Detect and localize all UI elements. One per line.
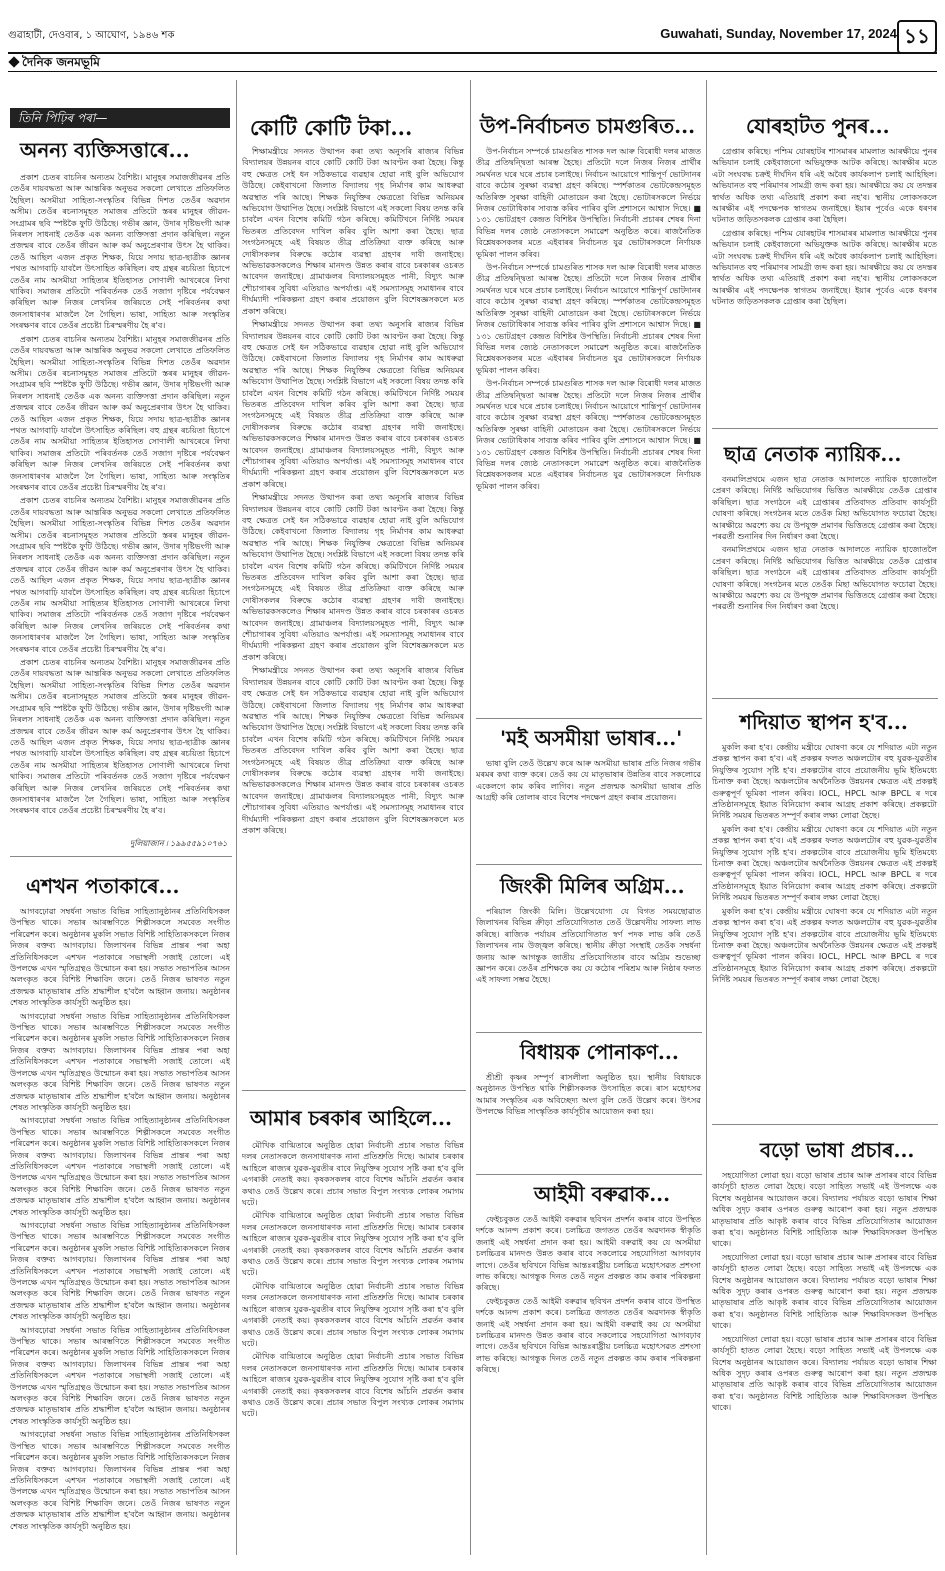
- header-date-assamese: গুৱাহাটী, দেওবাৰ, ১ আঘোণ, ১৯৪৬ শক: [8, 30, 175, 41]
- article-body: শ্ৰীশ্ৰী কৃষ্ণৰ সম্পূৰ্ণ ৰাসলীলা অনুষ্ঠিত হয়। স্থানীয় বিধায়কে অনুষ্ঠানত উপস্থিত থাকি শিল্পীসকলক উৎসাহিত কৰে। ৰাস মহোৎসৱ আমাৰ সংস্কৃতিৰ এক অবিচ্ছেদ্য অংগ বুলি তেওঁ উল্লেখ কৰে। উৎসৱ উপলক্ষে বিভিন্ন সাংস্কৃতিক কাৰ্যসূচীৰ আয়োজন কৰা হয়।: [476, 1073, 701, 1117]
- column-divider: [470, 80, 471, 1555]
- article-divider: [476, 718, 702, 719]
- article-divider: [10, 856, 232, 857]
- article-divider: [712, 1124, 938, 1125]
- header-rule-2: [8, 71, 937, 72]
- page-number: ১১: [897, 20, 937, 54]
- article-body: শিক্ষামন্ত্ৰীয়ে সদনত উত্থাপন কৰা তথ্য অনুসৰি ৰাজ্যৰ বিভিন্ন বিদ্যালয়ৰ উন্নয়নৰ বাবে কোটি কোটি টকা আবণ্টন কৰা হৈছে। কিন্তু বহু ক্ষেত্ৰত সেই ধন সঠিকভাৱে ব্যৱহাৰ হোৱা নাই বুলি অভিযোগ উঠিছে। কেইবাখনো জিলাত বিদ্যালয় গৃহ নিৰ্মাণৰ কাম আধৰুৱা অৱস্থাত পৰি আছে। শিক্ষক নিযুক্তিৰ ক্ষেত্ৰতো বিভিন্ন অনিয়মৰ অভিযোগ উত্থাপিত হৈছে। সংশ্লিষ্ট বিভাগে এই সকলো বিষয় তদন্ত কৰি চাবলৈ এখন বিশেষ কমিটি গঠন কৰিছে। কমিটিখনে নিৰ্দিষ্ট সময়ৰ ভিতৰত প্ৰতিবেদন দাখিল কৰিব বুলি আশা কৰা হৈছে। ছাত্ৰ সংগঠনসমূহে এই বিষয়ত তীব্ৰ প্ৰতিক্ৰিয়া ব্যক্ত কৰিছে আৰু দোষীসকলৰ বিৰুদ্ধে কঠোৰ ব্যৱস্থা গ্ৰহণৰ দাবী জনাইছে। অভিভাৱকসকলেও শিক্ষাৰ মানদণ্ড উন্নত কৰাৰ বাবে চৰকাৰৰ ওচৰত আবেদন জনাইছে। গ্ৰামাঞ্চলৰ বিদ্যালয়সমূহত পানী, বিদ্যুৎ আৰু শৌচাগাৰৰ সুবিধা এতিয়াও অপৰ্যাপ্ত। এই সমস্যাসমূহ সমাধানৰ বাবে দীৰ্ঘম্যাদী পৰিকল্পনা গ্ৰহণ কৰাৰ প্ৰয়োজন বুলি বিশেষজ্ঞসকলে মত প্ৰকাশ কৰিছে। শিক্ষামন্ত্ৰীয়ে সদনত উত্থাপন কৰা তথ্য অনুসৰি ৰাজ্যৰ বিভিন্ন বিদ্যালয়ৰ উন্নয়নৰ বাবে কোটি কোটি টকা আবণ্টন কৰা হৈছে। কিন্তু বহু ক্ষেত্ৰত সেই ধন সঠিকভাৱে ব্যৱহাৰ হোৱা নাই বুলি অভিযোগ উঠিছে। কেইবাখনো জিলাত বিদ্যালয় গৃহ নিৰ্মাণৰ কাম আধৰুৱা অৱস্থাত পৰি আছে। শিক্ষক নিযুক্তিৰ ক্ষেত্ৰতো বিভিন্ন অনিয়মৰ অভিযোগ উত্থাপিত হৈছে। সংশ্লিষ্ট বিভাগে এই সকলো বিষয় তদন্ত কৰি চাবলৈ এখন বিশেষ কমিটি গঠন কৰিছে। কমিটিখনে নিৰ্দিষ্ট সময়ৰ ভিতৰত প্ৰতিবেদন দাখিল কৰিব বুলি আশা কৰা হৈছে। ছাত্ৰ সংগঠনসমূহে এই বিষয়ত তীব্ৰ প্ৰতিক্ৰিয়া ব্যক্ত কৰিছে আৰু দোষীসকলৰ বিৰুদ্ধে কঠোৰ ব্যৱস্থা গ্ৰহণৰ দাবী জনাইছে। অভিভাৱকসকলেও শিক্ষাৰ মানদণ্ড উন্নত কৰাৰ বাবে চৰকাৰৰ ওচৰত আবেদন জনাইছে। গ্ৰামাঞ্চলৰ বিদ্যালয়সমূহত পানী, বিদ্যুৎ আৰু শৌচাগাৰৰ সুবিধা এতিয়াও অপৰ্যাপ্ত। এই সমস্যাসমূহ সমাধানৰ বাবে দীৰ্ঘম্যাদী পৰিকল্পনা গ্ৰহণ কৰাৰ প্ৰয়োজন বুলি বিশেষজ্ঞসকলে মত প্ৰকাশ কৰিছে। শিক্ষামন্ত্ৰীয়ে সদনত উত্থাপন কৰা তথ্য অনুসৰি ৰাজ্যৰ বিভিন্ন বিদ্যালয়ৰ উন্নয়নৰ বাবে কোটি কোটি টকা আবণ্টন কৰা হৈছে। কিন্তু বহু ক্ষেত্ৰত সেই ধন সঠিকভাৱে ব্যৱহাৰ হোৱা নাই বুলি অভিযোগ উঠিছে। কেইবাখনো জিলাত বিদ্যালয় গৃহ নিৰ্মাণৰ কাম আধৰুৱা অৱস্থাত পৰি আছে। শিক্ষক নিযুক্তিৰ ক্ষেত্ৰতো বিভিন্ন অনিয়মৰ অভিযোগ উত্থাপিত হৈছে। সংশ্লিষ্ট বিভাগে এই সকলো বিষয় তদন্ত কৰি চাবলৈ এখন বিশেষ কমিটি গঠন কৰিছে। কমিটিখনে নিৰ্দিষ্ট সময়ৰ ভিতৰত প্ৰতিবেদন দাখিল কৰিব বুলি আশা কৰা হৈছে। ছাত্ৰ সংগঠনসমূহে এই বিষয়ত তীব্ৰ প্ৰতিক্ৰিয়া ব্যক্ত কৰিছে আৰু দোষীসকলৰ বিৰুদ্ধে কঠোৰ ব্যৱস্থা গ্ৰহণৰ দাবী জনাইছে। অভিভাৱকসকলেও শিক্ষাৰ মানদণ্ড উন্নত কৰাৰ বাবে চৰকাৰৰ ওচৰত আবেদন জনাইছে। গ্ৰামাঞ্চলৰ বিদ্যালয়সমূহত পানী, বিদ্যুৎ আৰু শৌচাগাৰৰ সুবিধা এতিয়াও অপৰ্যাপ্ত। এই সমস্যাসমূহ সমাধানৰ বাবে দীৰ্ঘম্যাদী পৰিকল্পনা গ্ৰহণ কৰাৰ প্ৰয়োজন বুলি বিশেষজ্ঞসকলে মত প্ৰকাশ কৰিছে। শিক্ষামন্ত্ৰীয়ে সদনত উত্থাপন কৰা তথ্য অনুসৰি ৰাজ্যৰ বিভিন্ন বিদ্যালয়ৰ উন্নয়নৰ বাবে কোটি কোটি টকা আবণ্টন কৰা হৈছে। কিন্তু বহু ক্ষেত্ৰত সেই ধন সঠিকভাৱে ব্যৱহাৰ হোৱা নাই বুলি অভিযোগ উঠিছে। কেইবাখনো জিলাত বিদ্যালয় গৃহ নিৰ্মাণৰ কাম আধৰুৱা অৱস্থাত পৰি আছে। শিক্ষক নিযুক্তিৰ ক্ষেত্ৰতো বিভিন্ন অনিয়মৰ অভিযোগ উত্থাপিত হৈছে। সংশ্লিষ্ট বিভাগে এই সকলো বিষয় তদন্ত কৰি চাবলৈ এখন বিশেষ কমিটি গঠন কৰিছে। কমিটিখনে নিৰ্দিষ্ট সময়ৰ ভিতৰত প্ৰতিবেদন দাখিল কৰিব বুলি আশা কৰা হৈছে। ছাত্ৰ সংগঠনসমূহে এই বিষয়ত তীব্ৰ প্ৰতিক্ৰিয়া ব্যক্ত কৰিছে আৰু দোষীসকলৰ বিৰুদ্ধে কঠোৰ ব্যৱস্থা গ্ৰহণৰ দাবী জনাইছে। অভিভাৱকসকলেও শিক্ষাৰ মানদণ্ড উন্নত কৰাৰ বাবে চৰকাৰৰ ওচৰত আবেদন জনাইছে। গ্ৰামাঞ্চলৰ বিদ্যালয়সমূহত পানী, বিদ্যুৎ আৰু শৌচাগাৰৰ সুবিধা এতিয়াও অপৰ্যাপ্ত। এই সমস্যাসমূহ সমাধানৰ বাবে দীৰ্ঘম্যাদী পৰিকল্পনা গ্ৰহণ কৰাৰ প্ৰয়োজন বুলি বিশেষজ্ঞসকলে মত প্ৰকাশ কৰিছে।: [242, 147, 464, 835]
- column-divider: [706, 80, 707, 1555]
- headline: অনন্য ব্যক্তিসত্তাৰে...: [20, 138, 190, 162]
- article-body: মৌখিক বাগ্মিতাৰে অনুষ্ঠিত হোৱা নিৰ্বাচনী প্ৰচাৰ সভাত বিভিন্ন দলৰ নেতাসকলে জনসাধাৰণক নানা প্ৰতিশ্ৰুতি দিছে। আমাৰ চৰকাৰ আহিলে ৰাজ্যৰ যুৱক-যুৱতীৰ বাবে নিযুক্তিৰ সুযোগ সৃষ্টি কৰা হ'ব বুলি এগৰাকী নেতাই কয়। কৃষকসকলৰ বাবে বিশেষ আঁচনি প্ৰৱৰ্তন কৰাৰ কথাও তেওঁ উল্লেখ কৰে। প্ৰচাৰ সভাত বিপুল সংখ্যক লোকৰ সমাগম ঘটে। মৌখিক বাগ্মিতাৰে অনুষ্ঠিত হোৱা নিৰ্বাচনী প্ৰচাৰ সভাত বিভিন্ন দলৰ নেতাসকলে জনসাধাৰণক নানা প্ৰতিশ্ৰুতি দিছে। আমাৰ চৰকাৰ আহিলে ৰাজ্যৰ যুৱক-যুৱতীৰ বাবে নিযুক্তিৰ সুযোগ সৃষ্টি কৰা হ'ব বুলি এগৰাকী নেতাই কয়। কৃষকসকলৰ বাবে বিশেষ আঁচনি প্ৰৱৰ্তন কৰাৰ কথাও তেওঁ উল্লেখ কৰে। প্ৰচাৰ সভাত বিপুল সংখ্যক লোকৰ সমাগম ঘটে। মৌখিক বাগ্মিতাৰে অনুষ্ঠিত হোৱা নিৰ্বাচনী প্ৰচাৰ সভাত বিভিন্ন দলৰ নেতাসকলে জনসাধাৰণক নানা প্ৰতিশ্ৰুতি দিছে। আমাৰ চৰকাৰ আহিলে ৰাজ্যৰ যুৱক-যুৱতীৰ বাবে নিযুক্তিৰ সুযোগ সৃষ্টি কৰা হ'ব বুলি এগৰাকী নেতাই কয়। কৃষকসকলৰ বাবে বিশেষ আঁচনি প্ৰৱৰ্তন কৰাৰ কথাও তেওঁ উল্লেখ কৰে। প্ৰচাৰ সভাত বিপুল সংখ্যক লোকৰ সমাগম ঘটে। মৌখিক বাগ্মিতাৰে অনুষ্ঠিত হোৱা নিৰ্বাচনী প্ৰচাৰ সভাত বিভিন্ন দলৰ নেতাসকলে জনসাধাৰণক নানা প্ৰতিশ্ৰুতি দিছে। আমাৰ চৰকাৰ আহিলে ৰাজ্যৰ যুৱক-যুৱতীৰ বাবে নিযুক্তিৰ সুযোগ সৃষ্টি কৰা হ'ব বুলি এগৰাকী নেতাই কয়। কৃষকসকলৰ বাবে বিশেষ আঁচনি প্ৰৱৰ্তন কৰাৰ কথাও তেওঁ উল্লেখ কৰে। প্ৰচাৰ সভাত বিপুল সংখ্যক লোকৰ সমাগম ঘটে।: [242, 1141, 464, 1419]
- headline: বড়ো ভাষা প্ৰচাৰ...: [760, 1138, 915, 1162]
- dateline: দুলিয়াজান ৷ ১৯৯৫৫৯১০৭৬১: [130, 839, 228, 848]
- article-divider: [476, 1032, 702, 1033]
- article-body: আগবঢ়োৱা সম্বৰ্ধনা সভাত বিভিন্ন সাহিত্যানুষ্ঠানৰ প্ৰতিনিধিসকল উপস্থিত থাকে। সভাৰ আৰম্ভণিতে শিল্পীসকলে সমবেত সংগীত পৰিৱেশন কৰে। অনুষ্ঠানৰ মুকলি সভাত বিশিষ্ট সাহিত্যিকসকলে নিজৰ নিজৰ বক্তব্য আগবঢ়ায়। জিলাখনৰ বিভিন্ন প্ৰান্তৰ পৰা অহা প্ৰতিনিধিসকলে এশখন পতাকাৰে সভাস্থলী সজাই তোলে। এই উপলক্ষে এখন স্মৃতিগ্ৰন্থও উন্মোচন কৰা হয়। সভাত সভাপতিৰ আসন অলংকৃত কৰে বিশিষ্ট শিক্ষাবিদ জনে। তেওঁ নিজৰ ভাষণত নতুন প্ৰজন্মক মাতৃভাষাৰ প্ৰতি শ্ৰদ্ধাশীল হ'বলৈ আহ্বান জনায়। অনুষ্ঠানৰ শেষত সাংস্কৃতিক কাৰ্যসূচী অনুষ্ঠিত হয়। আগবঢ়োৱা সম্বৰ্ধনা সভাত বিভিন্ন সাহিত্যানুষ্ঠানৰ প্ৰতিনিধিসকল উপস্থিত থাকে। সভাৰ আৰম্ভণিতে শিল্পীসকলে সমবেত সংগীত পৰিৱেশন কৰে। অনুষ্ঠানৰ মুকলি সভাত বিশিষ্ট সাহিত্যিকসকলে নিজৰ নিজৰ বক্তব্য আগবঢ়ায়। জিলাখনৰ বিভিন্ন প্ৰান্তৰ পৰা অহা প্ৰতিনিধিসকলে এশখন পতাকাৰে সভাস্থলী সজাই তোলে। এই উপলক্ষে এখন স্মৃতিগ্ৰন্থও উন্মোচন কৰা হয়। সভাত সভাপতিৰ আসন অলংকৃত কৰে বিশিষ্ট শিক্ষাবিদ জনে। তেওঁ নিজৰ ভাষণত নতুন প্ৰজন্মক মাতৃভাষাৰ প্ৰতি শ্ৰদ্ধাশীল হ'বলৈ আহ্বান জনায়। অনুষ্ঠানৰ শেষত সাংস্কৃতিক কাৰ্যসূচী অনুষ্ঠিত হয়। আগবঢ়োৱা সম্বৰ্ধনা সভাত বিভিন্ন সাহিত্যানুষ্ঠানৰ প্ৰতিনিধিসকল উপস্থিত থাকে। সভাৰ আৰম্ভণিতে শিল্পীসকলে সমবেত সংগীত পৰিৱেশন কৰে। অনুষ্ঠানৰ মুকলি সভাত বিশিষ্ট সাহিত্যিকসকলে নিজৰ নিজৰ বক্তব্য আগবঢ়ায়। জিলাখনৰ বিভিন্ন প্ৰান্তৰ পৰা অহা প্ৰতিনিধিসকলে এশখন পতাকাৰে সভাস্থলী সজাই তোলে। এই উপলক্ষে এখন স্মৃতিগ্ৰন্থও উন্মোচন কৰা হয়। সভাত সভাপতিৰ আসন অলংকৃত কৰে বিশিষ্ট শিক্ষাবিদ জনে। তেওঁ নিজৰ ভাষণত নতুন প্ৰজন্মক মাতৃভাষাৰ প্ৰতি শ্ৰদ্ধাশীল হ'বলৈ আহ্বান জনায়। অনুষ্ঠানৰ শেষত সাংস্কৃতিক কাৰ্যসূচী অনুষ্ঠিত হয়। আগবঢ়োৱা সম্বৰ্ধনা সভাত বিভিন্ন সাহিত্যানুষ্ঠানৰ প্ৰতিনিধিসকল উপস্থিত থাকে। সভাৰ আৰম্ভণিতে শিল্পীসকলে সমবেত সংগীত পৰিৱেশন কৰে। অনুষ্ঠানৰ মুকলি সভাত বিশিষ্ট সাহিত্যিকসকলে নিজৰ নিজৰ বক্তব্য আগবঢ়ায়। জিলাখনৰ বিভিন্ন প্ৰান্তৰ পৰা অহা প্ৰতিনিধিসকলে এশখন পতাকাৰে সভাস্থলী সজাই তোলে। এই উপলক্ষে এখন স্মৃতিগ্ৰন্থও উন্মোচন কৰা হয়। সভাত সভাপতিৰ আসন অলংকৃত কৰে বিশিষ্ট শিক্ষাবিদ জনে। তেওঁ নিজৰ ভাষণত নতুন প্ৰজন্মক মাতৃভাষাৰ প্ৰতি শ্ৰদ্ধাশীল হ'বলৈ আহ্বান জনায়। অনুষ্ঠানৰ শেষত সাংস্কৃতিক কাৰ্যসূচী অনুষ্ঠিত হয়। আগবঢ়োৱা সম্বৰ্ধনা সভাত বিভিন্ন সাহিত্যানুষ্ঠানৰ প্ৰতিনিধিসকল উপস্থিত থাকে। সভাৰ আৰম্ভণিতে শিল্পীসকলে সমবেত সংগীত পৰিৱেশন কৰে। অনুষ্ঠানৰ মুকলি সভাত বিশিষ্ট সাহিত্যিকসকলে নিজৰ নিজৰ বক্তব্য আগবঢ়ায়। জিলাখনৰ বিভিন্ন প্ৰান্তৰ পৰা অহা প্ৰতিনিধিসকলে এশখন পতাকাৰে সভাস্থলী সজাই তোলে। এই উপলক্ষে এখন স্মৃতিগ্ৰন্থও উন্মোচন কৰা হয়। সভাত সভাপতিৰ আসন অলংকৃত কৰে বিশিষ্ট শিক্ষাবিদ জনে। তেওঁ নিজৰ ভাষণত নতুন প্ৰজন্মক মাতৃভাষাৰ প্ৰতি শ্ৰদ্ধাশীল হ'বলৈ আহ্বান জনায়। অনুষ্ঠানৰ শেষত সাংস্কৃতিক কাৰ্যসূচী অনুষ্ঠিত হয়। আগবঢ়োৱা সম্বৰ্ধনা সভাত বিভিন্ন সাহিত্যানুষ্ঠানৰ প্ৰতিনিধিসকল উপস্থিত থাকে। সভাৰ আৰম্ভণিতে শিল্পীসকলে সমবেত সংগীত পৰিৱেশন কৰে। অনুষ্ঠানৰ মুকলি সভাত বিশিষ্ট সাহিত্যিকসকলে নিজৰ নিজৰ বক্তব্য আগবঢ়ায়। জিলাখনৰ বিভিন্ন প্ৰান্তৰ পৰা অহা প্ৰতিনিধিসকলে এশখন পতাকাৰে সভাস্থলী সজাই তোলে। এই উপলক্ষে এখন স্মৃতিগ্ৰন্থও উন্মোচন কৰা হয়। সভাত সভাপতিৰ আসন অলংকৃত কৰে বিশিষ্ট শিক্ষাবিদ জনে। তেওঁ নিজৰ ভাষণত নতুন প্ৰজন্মক মাতৃভাষাৰ প্ৰতি শ্ৰদ্ধাশীল হ'বলৈ আহ্বান জনায়। অনুষ্ঠানৰ শেষত সাংস্কৃতিক কাৰ্যসূচী অনুষ্ঠিত হয়।: [10, 907, 230, 1531]
- headline: শদিয়াত স্থাপন হ'ব...: [740, 710, 908, 734]
- headline: যোৰহাটত পুনৰ...: [746, 114, 890, 138]
- article-body: প্ৰকাশ চেতৰ বাচনিৰ অন্যতম বৈশিষ্ট্য। মানুহৰ সমাজজীৱনৰ প্ৰতি তেওঁৰ দায়বদ্ধতা আৰু আন্তৰিক অনুভৱ সকলো লেখাতে প্ৰতিফলিত হৈছিল। অসমীয়া সাহিত্য-সংস্কৃতিৰ বিভিন্ন দিশত তেওঁৰ অৱদান অসীম। তেওঁৰ ৰচনাসমূহত সমাজৰ প্ৰতিটো স্তৰৰ মানুহৰ জীৱন-সংগ্ৰামৰ ছবি স্পষ্টকৈ ফুটি উঠিছে। গভীৰ জ্ঞান, উদাৰ দৃষ্টিভংগী আৰু নিৰলস সাধনাই তেওঁক এক অনন্য ব্যক্তিসত্তা প্ৰদান কৰিছিল। নতুন প্ৰজন্মৰ বাবে তেওঁৰ জীৱন আৰু কৰ্ম অনুপ্ৰেৰণাৰ উৎস হৈ থাকিব। তেওঁ আছিল এজন প্ৰকৃত শিক্ষক, যিয়ে সদায় ছাত্ৰ-ছাত্ৰীক জ্ঞানৰ পথত আগবাঢ়ি যাবলৈ উৎসাহিত কৰিছিল। বহু গ্ৰন্থৰ ৰচয়িতা হিচাপে তেওঁৰ নাম অসমীয়া সাহিত্যৰ ইতিহাসত সোণালী আখৰেৰে লিখা থাকিব। সমাজৰ প্ৰতিটো পৰিবৰ্তনক তেওঁ সজাগ দৃষ্টিৰে পৰ্যবেক্ষণ কৰিছিল আৰু নিজৰ লেখনিৰ জৰিয়তে সেই পৰিবৰ্তনৰ কথা জনসাধাৰণৰ মাজলৈ লৈ গৈছিল। ভাষা, সাহিত্য আৰু সংস্কৃতিৰ সংৰক্ষণৰ বাবে তেওঁৰ প্ৰচেষ্টা চিৰস্মৰণীয় হৈ ৰ'ব। প্ৰকাশ চেতৰ বাচনিৰ অন্যতম বৈশিষ্ট্য। মানুহৰ সমাজজীৱনৰ প্ৰতি তেওঁৰ দায়বদ্ধতা আৰু আন্তৰিক অনুভৱ সকলো লেখাতে প্ৰতিফলিত হৈছিল। অসমীয়া সাহিত্য-সংস্কৃতিৰ বিভিন্ন দিশত তেওঁৰ অৱদান অসীম। তেওঁৰ ৰচনাসমূহত সমাজৰ প্ৰতিটো স্তৰৰ মানুহৰ জীৱন-সংগ্ৰামৰ ছবি স্পষ্টকৈ ফুটি উঠিছে। গভীৰ জ্ঞান, উদাৰ দৃষ্টিভংগী আৰু নিৰলস সাধনাই তেওঁক এক অনন্য ব্যক্তিসত্তা প্ৰদান কৰিছিল। নতুন প্ৰজন্মৰ বাবে তেওঁৰ জীৱন আৰু কৰ্ম অনুপ্ৰেৰণাৰ উৎস হৈ থাকিব। তেওঁ আছিল এজন প্ৰকৃত শিক্ষক, যিয়ে সদায় ছাত্ৰ-ছাত্ৰীক জ্ঞানৰ পথত আগবাঢ়ি যাবলৈ উৎসাহিত কৰিছিল। বহু গ্ৰন্থৰ ৰচয়িতা হিচাপে তেওঁৰ নাম অসমীয়া সাহিত্যৰ ইতিহাসত সোণালী আখৰেৰে লিখা থাকিব। সমাজৰ প্ৰতিটো পৰিবৰ্তনক তেওঁ সজাগ দৃষ্টিৰে পৰ্যবেক্ষণ কৰিছিল আৰু নিজৰ লেখনিৰ জৰিয়তে সেই পৰিবৰ্তনৰ কথা জনসাধাৰণৰ মাজলৈ লৈ গৈছিল। ভাষা, সাহিত্য আৰু সংস্কৃতিৰ সংৰক্ষণৰ বাবে তেওঁৰ প্ৰচেষ্টা চিৰস্মৰণীয় হৈ ৰ'ব। প্ৰকাশ চেতৰ বাচনিৰ অন্যতম বৈশিষ্ট্য। মানুহৰ সমাজজীৱনৰ প্ৰতি তেওঁৰ দায়বদ্ধতা আৰু আন্তৰিক অনুভৱ সকলো লেখাতে প্ৰতিফলিত হৈছিল। অসমীয়া সাহিত্য-সংস্কৃতিৰ বিভিন্ন দিশত তেওঁৰ অৱদান অসীম। তেওঁৰ ৰচনাসমূহত সমাজৰ প্ৰতিটো স্তৰৰ মানুহৰ জীৱন-সংগ্ৰামৰ ছবি স্পষ্টকৈ ফুটি উঠিছে। গভীৰ জ্ঞান, উদাৰ দৃষ্টিভংগী আৰু নিৰলস সাধনাই তেওঁক এক অনন্য ব্যক্তিসত্তা প্ৰদান কৰিছিল। নতুন প্ৰজন্মৰ বাবে তেওঁৰ জীৱন আৰু কৰ্ম অনুপ্ৰেৰণাৰ উৎস হৈ থাকিব। তেওঁ আছিল এজন প্ৰকৃত শিক্ষক, যিয়ে সদায় ছাত্ৰ-ছাত্ৰীক জ্ঞানৰ পথত আগবাঢ়ি যাবলৈ উৎসাহিত কৰিছিল। বহু গ্ৰন্থৰ ৰচয়িতা হিচাপে তেওঁৰ নাম অসমীয়া সাহিত্যৰ ইতিহাসত সোণালী আখৰেৰে লিখা থাকিব। সমাজৰ প্ৰতিটো পৰিবৰ্তনক তেওঁ সজাগ দৃষ্টিৰে পৰ্যবেক্ষণ কৰিছিল আৰু নিজৰ লেখনিৰ জৰিয়তে সেই পৰিবৰ্তনৰ কথা জনসাধাৰণৰ মাজলৈ লৈ গৈছিল। ভাষা, সাহিত্য আৰু সংস্কৃতিৰ সংৰক্ষণৰ বাবে তেওঁৰ প্ৰচেষ্টা চিৰস্মৰণীয় হৈ ৰ'ব। প্ৰকাশ চেতৰ বাচনিৰ অন্যতম বৈশিষ্ট্য। মানুহৰ সমাজজীৱনৰ প্ৰতি তেওঁৰ দায়বদ্ধতা আৰু আন্তৰিক অনুভৱ সকলো লেখাতে প্ৰতিফলিত হৈছিল। অসমীয়া সাহিত্য-সংস্কৃতিৰ বিভিন্ন দিশত তেওঁৰ অৱদান অসীম। তেওঁৰ ৰচনাসমূহত সমাজৰ প্ৰতিটো স্তৰৰ মানুহৰ জীৱন-সংগ্ৰামৰ ছবি স্পষ্টকৈ ফুটি উঠিছে। গভীৰ জ্ঞান, উদাৰ দৃষ্টিভংগী আৰু নিৰলস সাধনাই তেওঁক এক অনন্য ব্যক্তিসত্তা প্ৰদান কৰিছিল। নতুন প্ৰজন্মৰ বাবে তেওঁৰ জীৱন আৰু কৰ্ম অনুপ্ৰেৰণাৰ উৎস হৈ থাকিব। তেওঁ আছিল এজন প্ৰকৃত শিক্ষক, যিয়ে সদায় ছাত্ৰ-ছাত্ৰীক জ্ঞানৰ পথত আগবাঢ়ি যাবলৈ উৎসাহিত কৰিছিল। বহু গ্ৰন্থৰ ৰচয়িতা হিচাপে তেওঁৰ নাম অসমীয়া সাহিত্যৰ ইতিহাসত সোণালী আখৰেৰে লিখা থাকিব। সমাজৰ প্ৰতিটো পৰিবৰ্তনক তেওঁ সজাগ দৃষ্টিৰে পৰ্যবেক্ষণ কৰিছিল আৰু নিজৰ লেখনিৰ জৰিয়তে সেই পৰিবৰ্তনৰ কথা জনসাধাৰণৰ মাজলৈ লৈ গৈছিল। ভাষা, সাহিত্য আৰু সংস্কৃতিৰ সংৰক্ষণৰ বাবে তেওঁৰ প্ৰচেষ্টা চিৰস্মৰণীয় হৈ ৰ'ব।: [10, 173, 230, 816]
- headline: ছাত্ৰ নেতাক ন্যায়িক...: [724, 442, 902, 466]
- column-divider: [236, 80, 237, 1555]
- article-body: ভাষা বুলি তেওঁ উল্লেখ কৰে আৰু অসমীয়া ভাষাৰ প্ৰতি নিজৰ গভীৰ মৰমৰ কথা ব্যক্ত কৰে। তেওঁ কয় যে মাতৃভাষাৰ উন্নতিৰ বাবে সকলোৱে একেলগে কাম কৰিব লাগিব। নতুন প্ৰজন্মক অসমীয়া ভাষাৰ প্ৰতি আগ্ৰহী কৰি তোলাৰ বাবে বিশেষ পদক্ষেপ গ্ৰহণ কৰাৰ প্ৰয়োজন।: [476, 759, 701, 803]
- headline: আইমী বৰুৱাক...: [534, 1182, 671, 1206]
- article-divider: [242, 1090, 466, 1091]
- headline: কোটি কোটি টকা...: [250, 115, 413, 140]
- headline: এশখন পতাকাৰে...: [26, 874, 180, 898]
- section-tag: তিনি পিঢ়িৰ পৰা—: [10, 108, 230, 128]
- article-body: উপ-নিৰ্বাচন সম্পৰ্কে চামগুৰিত শাসক দল আৰু বিৰোধী দলৰ মাজত তীব্ৰ প্ৰতিদ্বন্দ্বিতা আৰম্ভ হৈছে। প্ৰতিটো দলে নিজৰ নিজৰ প্ৰাৰ্থীৰ সমৰ্থনত ঘৰে ঘৰে প্ৰচাৰ চলাইছে। নিৰ্বাচন আয়োগে শান্তিপূৰ্ণ ভোটদানৰ বাবে কঠোৰ সুৰক্ষা ব্যৱস্থা গ্ৰহণ কৰিছে। স্পৰ্শকাতৰ ভোটকেন্দ্ৰসমূহত অতিৰিক্ত সুৰক্ষা বাহিনী মোতায়েন কৰা হৈছে। ভোটাৰসকলে নিৰ্ভয়ে নিজৰ ভোটাধিকাৰ সাব্যস্ত কৰিব পাৰিব বুলি প্ৰশাসনে আশ্বাস দিছে। ■ ১৩১ ভোটগ্ৰহণ কেন্দ্ৰত বিশিষ্টৰ উপস্থিতি। নিৰ্বাচনী প্ৰচাৰৰ শেষৰ দিনা বিভিন্ন দলৰ জ্যেষ্ঠ নেতাসকলে সমাৱেশ অনুষ্ঠিত কৰে। ৰাজনৈতিক বিশ্লেষকসকলৰ মতে এইবাৰৰ নিৰ্বাচনত যুৱ ভোটাৰসকলে নিৰ্ণায়ক ভূমিকা পালন কৰিব। উপ-নিৰ্বাচন সম্পৰ্কে চামগুৰিত শাসক দল আৰু বিৰোধী দলৰ মাজত তীব্ৰ প্ৰতিদ্বন্দ্বিতা আৰম্ভ হৈছে। প্ৰতিটো দলে নিজৰ নিজৰ প্ৰাৰ্থীৰ সমৰ্থনত ঘৰে ঘৰে প্ৰচাৰ চলাইছে। নিৰ্বাচন আয়োগে শান্তিপূৰ্ণ ভোটদানৰ বাবে কঠোৰ সুৰক্ষা ব্যৱস্থা গ্ৰহণ কৰিছে। স্পৰ্শকাতৰ ভোটকেন্দ্ৰসমূহত অতিৰিক্ত সুৰক্ষা বাহিনী মোতায়েন কৰা হৈছে। ভোটাৰসকলে নিৰ্ভয়ে নিজৰ ভোটাধিকাৰ সাব্যস্ত কৰিব পাৰিব বুলি প্ৰশাসনে আশ্বাস দিছে। ■ ১৩১ ভোটগ্ৰহণ কেন্দ্ৰত বিশিষ্টৰ উপস্থিতি। নিৰ্বাচনী প্ৰচাৰৰ শেষৰ দিনা বিভিন্ন দলৰ জ্যেষ্ঠ নেতাসকলে সমাৱেশ অনুষ্ঠিত কৰে। ৰাজনৈতিক বিশ্লেষকসকলৰ মতে এইবাৰৰ নিৰ্বাচনত যুৱ ভোটাৰসকলে নিৰ্ণায়ক ভূমিকা পালন কৰিব। উপ-নিৰ্বাচন সম্পৰ্কে চামগুৰিত শাসক দল আৰু বিৰোধী দলৰ মাজত তীব্ৰ প্ৰতিদ্বন্দ্বিতা আৰম্ভ হৈছে। প্ৰতিটো দলে নিজৰ নিজৰ প্ৰাৰ্থীৰ সমৰ্থনত ঘৰে ঘৰে প্ৰচাৰ চলাইছে। নিৰ্বাচন আয়োগে শান্তিপূৰ্ণ ভোটদানৰ বাবে কঠোৰ সুৰক্ষা ব্যৱস্থা গ্ৰহণ কৰিছে। স্পৰ্শকাতৰ ভোটকেন্দ্ৰসমূহত অতিৰিক্ত সুৰক্ষা বাহিনী মোতায়েন কৰা হৈছে। ভোটাৰসকলে নিৰ্ভয়ে নিজৰ ভোটাধিকাৰ সাব্যস্ত কৰিব পাৰিব বুলি প্ৰশাসনে আশ্বাস দিছে। ■ ১৩১ ভোটগ্ৰহণ কেন্দ্ৰত বিশিষ্টৰ উপস্থিতি। নিৰ্বাচনী প্ৰচাৰৰ শেষৰ দিনা বিভিন্ন দলৰ জ্যেষ্ঠ নেতাসকলে সমাৱেশ অনুষ্ঠিত কৰে। ৰাজনৈতিক বিশ্লেষকসকলৰ মতে এইবাৰৰ নিৰ্বাচনত যুৱ ভোটাৰসকলে নিৰ্ণায়ক ভূমিকা পালন কৰিব।: [476, 147, 701, 491]
- article-divider: [476, 864, 702, 865]
- headline: আমাৰ চৰকাৰ আহিলে...: [250, 1106, 452, 1130]
- diamond-icon: [8, 56, 19, 67]
- headline: জিংকী মিলিৰ অগ্ৰিম...: [500, 874, 685, 898]
- page-header: [8, 26, 937, 46]
- headline: উপ-নিৰ্বাচনত চামগুৰিত...: [480, 114, 696, 138]
- header-date-english: Guwahati, Sunday, November 17, 2024: [660, 26, 897, 41]
- article-body: পৰিয়াল জিংকী মিলি। উল্লেখযোগ্য যে বিগত সময়ছোৱাত জিলাখনৰ বিভিন্ন ক্ৰীড়া প্ৰতিযোগিতাত তেওঁ উল্লেখনীয় সাফল্য লাভ কৰিছে। ৰাজ্যিক পৰ্যায়ৰ প্ৰতিযোগিতাত স্বৰ্ণ পদক লাভ কৰি তেওঁ জিলাখনৰ নাম উজ্জ্বল কৰিছে। স্থানীয় ক্ৰীড়া সংস্থাই তেওঁক সম্বৰ্ধনা জনায় আৰু আগন্তুক জাতীয় প্ৰতিযোগিতাৰ বাবে অগ্ৰিম শুভেচ্ছা জ্ঞাপন কৰে। তেওঁৰ প্ৰশিক্ষকে কয় যে কঠোৰ পৰিশ্ৰম আৰু নিষ্ঠাৰ ফলত এই সাফল্য সম্ভৱ হৈছে।: [476, 907, 701, 985]
- header-rule: [8, 52, 937, 54]
- article-divider: [712, 698, 938, 699]
- article-body: মুকলি কৰা হ'ব। কেন্দ্ৰীয় মন্ত্ৰীয়ে ঘোষণা কৰে যে শদিয়াত এটা নতুন প্ৰকল্প স্থাপন কৰা হ'ব। এই প্ৰকল্পৰ ফলত অঞ্চলটোৰ বহু যুৱক-যুৱতীৰ নিযুক্তিৰ সুযোগ সৃষ্টি হ'ব। প্ৰকল্পটোৰ বাবে প্ৰয়োজনীয় ভূমি ইতিমধ্যে চিনাক্ত কৰা হৈছে। অঞ্চলটোৰ অৰ্থনৈতিক উন্নয়নৰ ক্ষেত্ৰত এই প্ৰকল্পই গুৰুত্বপূৰ্ণ ভূমিকা পালন কৰিব। IOCL, HPCL আৰু BPCL ৰ দৰে প্ৰতিষ্ঠানসমূহে ইয়াত বিনিয়োগ কৰাৰ আগ্ৰহ প্ৰকাশ কৰিছে। প্ৰকল্পটো নিৰ্দিষ্ট সময়ৰ ভিতৰত সম্পূৰ্ণ কৰাৰ লক্ষ্য লোৱা হৈছে। মুকলি কৰা হ'ব। কেন্দ্ৰীয় মন্ত্ৰীয়ে ঘোষণা কৰে যে শদিয়াত এটা নতুন প্ৰকল্প স্থাপন কৰা হ'ব। এই প্ৰকল্পৰ ফলত অঞ্চলটোৰ বহু যুৱক-যুৱতীৰ নিযুক্তিৰ সুযোগ সৃষ্টি হ'ব। প্ৰকল্পটোৰ বাবে প্ৰয়োজনীয় ভূমি ইতিমধ্যে চিনাক্ত কৰা হৈছে। অঞ্চলটোৰ অৰ্থনৈতিক উন্নয়নৰ ক্ষেত্ৰত এই প্ৰকল্পই গুৰুত্বপূৰ্ণ ভূমিকা পালন কৰিব। IOCL, HPCL আৰু BPCL ৰ দৰে প্ৰতিষ্ঠানসমূহে ইয়াত বিনিয়োগ কৰাৰ আগ্ৰহ প্ৰকাশ কৰিছে। প্ৰকল্পটো নিৰ্দিষ্ট সময়ৰ ভিতৰত সম্পূৰ্ণ কৰাৰ লক্ষ্য লোৱা হৈছে। মুকলি কৰা হ'ব। কেন্দ্ৰীয় মন্ত্ৰীয়ে ঘোষণা কৰে যে শদিয়াত এটা নতুন প্ৰকল্প স্থাপন কৰা হ'ব। এই প্ৰকল্পৰ ফলত অঞ্চলটোৰ বহু যুৱক-যুৱতীৰ নিযুক্তিৰ সুযোগ সৃষ্টি হ'ব। প্ৰকল্পটোৰ বাবে প্ৰয়োজনীয় ভূমি ইতিমধ্যে চিনাক্ত কৰা হৈছে। অঞ্চলটোৰ অৰ্থনৈতিক উন্নয়নৰ ক্ষেত্ৰত এই প্ৰকল্পই গুৰুত্বপূৰ্ণ ভূমিকা পালন কৰিব। IOCL, HPCL আৰু BPCL ৰ দৰে প্ৰতিষ্ঠানসমূহে ইয়াত বিনিয়োগ কৰাৰ আগ্ৰহ প্ৰকাশ কৰিছে। প্ৰকল্পটো নিৰ্দিষ্ট সময়ৰ ভিতৰত সম্পূৰ্ণ কৰাৰ লক্ষ্য লোৱা হৈছে।: [712, 743, 937, 985]
- article-body: বনমালিপ্ৰথমে এজন ছাত্ৰ নেতাক আদালতে ন্যায়িক হাজোতলৈ প্ৰেৰণ কৰিছে। নিৰ্দিষ্ট অভিযোগৰ ভিত্তিত আৰক্ষীয়ে তেওঁক গ্ৰেপ্তাৰ কৰিছিল। ছাত্ৰ সংগঠনে এই গ্ৰেপ্তাৰৰ প্ৰতিবাদত প্ৰতিবাদ কাৰ্যসূচী ঘোষণা কৰিছে। সংগঠনৰ মতে তেওঁক মিছা অভিযোগত ফচোৱা হৈছে। আৰক্ষীয়ে অৱশ্যে কয় যে উপযুক্ত প্ৰমাণৰ ভিত্তিতহে গ্ৰেপ্তাৰ কৰা হৈছে। পৰৱৰ্তী শুনানিৰ দিন নিৰ্ধাৰণ কৰা হৈছে। বনমালিপ্ৰথমে এজন ছাত্ৰ নেতাক আদালতে ন্যায়িক হাজোতলৈ প্ৰেৰণ কৰিছে। নিৰ্দিষ্ট অভিযোগৰ ভিত্তিত আৰক্ষীয়ে তেওঁক গ্ৰেপ্তাৰ কৰিছিল। ছাত্ৰ সংগঠনে এই গ্ৰেপ্তাৰৰ প্ৰতিবাদত প্ৰতিবাদ কাৰ্যসূচী ঘোষণা কৰিছে। সংগঠনৰ মতে তেওঁক মিছা অভিযোগত ফচোৱা হৈছে। আৰক্ষীয়ে অৱশ্যে কয় যে উপযুক্ত প্ৰমাণৰ ভিত্তিতহে গ্ৰেপ্তাৰ কৰা হৈছে। পৰৱৰ্তী শুনানিৰ দিন নিৰ্ধাৰণ কৰা হৈছে।: [712, 475, 937, 612]
- article-divider: [476, 1174, 702, 1175]
- masthead-text: দৈনিক জনমভূমি: [22, 55, 100, 69]
- article-divider: [712, 428, 938, 429]
- article-body: গ্ৰেপ্তাৰ কৰিছে। পশ্চিম যোৰহাটৰ শাসমাৰৰ মামলাত আৰক্ষীয়ে পুনৰ অভিযান চলাই কেইবাজনো অভিযুক্তক আটক কৰিছে। আৰক্ষীৰ মতে এটা সংঘবদ্ধ চক্ৰই দীৰ্ঘদিন ধৰি এই অবৈধ কাৰ্যকলাপ চলাই আহিছিল। অভিযানত বহু পৰিমাণৰ সামগ্ৰী জব্দ কৰা হয়। আৰক্ষীয়ে কয় যে তদন্তৰ স্বাৰ্থত অধিক তথ্য এতিয়াই প্ৰকাশ কৰা নহ'ব। স্থানীয় লোকসকলে আৰক্ষীৰ এই পদক্ষেপক স্বাগতম জনাইছে। ইয়াৰ পূৰ্বেও একে ধৰণৰ ঘটনাত জড়িতসকলক গ্ৰেপ্তাৰ কৰা হৈছিল। গ্ৰেপ্তাৰ কৰিছে। পশ্চিম যোৰহাটৰ শাসমাৰৰ মামলাত আৰক্ষীয়ে পুনৰ অভিযান চলাই কেইবাজনো অভিযুক্তক আটক কৰিছে। আৰক্ষীৰ মতে এটা সংঘবদ্ধ চক্ৰই দীৰ্ঘদিন ধৰি এই অবৈধ কাৰ্যকলাপ চলাই আহিছিল। অভিযানত বহু পৰিমাণৰ সামগ্ৰী জব্দ কৰা হয়। আৰক্ষীয়ে কয় যে তদন্তৰ স্বাৰ্থত অধিক তথ্য এতিয়াই প্ৰকাশ কৰা নহ'ব। স্থানীয় লোকসকলে আৰক্ষীৰ এই পদক্ষেপক স্বাগতম জনাইছে। ইয়াৰ পূৰ্বেও একে ধৰণৰ ঘটনাত জড়িতসকলক গ্ৰেপ্তাৰ কৰা হৈছিল।: [712, 147, 937, 307]
- headline: বিধায়ক পোনাকণ...: [520, 1040, 679, 1064]
- headline: 'মই অসমীয়া ভাষাৰ...': [500, 726, 683, 750]
- article-body: সহযোগিতা লোৱা হয়। বড়ো ভাষাৰ প্ৰচাৰ আৰু প্ৰসাৰৰ বাবে বিভিন্ন কাৰ্যসূচী হাতত লোৱা হৈছে। বড়ো সাহিত্য সভাই এই উপলক্ষে এক বিশেষ অনুষ্ঠানৰ আয়োজন কৰে। বিদ্যালয় পৰ্যায়ত বড়ো ভাষাৰ শিক্ষা অধিক সুদৃঢ় কৰাৰ ওপৰত গুৰুত্ব আৰোপ কৰা হয়। নতুন প্ৰজন্মক মাতৃভাষাৰ প্ৰতি আকৃষ্ট কৰাৰ বাবে বিভিন্ন প্ৰতিযোগিতাৰ আয়োজন কৰা হ'ব। অনুষ্ঠানত বিশিষ্ট সাহিত্যিক আৰু শিক্ষাবিদসকল উপস্থিত থাকে। সহযোগিতা লোৱা হয়। বড়ো ভাষাৰ প্ৰচাৰ আৰু প্ৰসাৰৰ বাবে বিভিন্ন কাৰ্যসূচী হাতত লোৱা হৈছে। বড়ো সাহিত্য সভাই এই উপলক্ষে এক বিশেষ অনুষ্ঠানৰ আয়োজন কৰে। বিদ্যালয় পৰ্যায়ত বড়ো ভাষাৰ শিক্ষা অধিক সুদৃঢ় কৰাৰ ওপৰত গুৰুত্ব আৰোপ কৰা হয়। নতুন প্ৰজন্মক মাতৃভাষাৰ প্ৰতি আকৃষ্ট কৰাৰ বাবে বিভিন্ন প্ৰতিযোগিতাৰ আয়োজন কৰা হ'ব। অনুষ্ঠানত বিশিষ্ট সাহিত্যিক আৰু শিক্ষাবিদসকল উপস্থিত থাকে। সহযোগিতা লোৱা হয়। বড়ো ভাষাৰ প্ৰচাৰ আৰু প্ৰসাৰৰ বাবে বিভিন্ন কাৰ্যসূচী হাতত লোৱা হৈছে। বড়ো সাহিত্য সভাই এই উপলক্ষে এক বিশেষ অনুষ্ঠানৰ আয়োজন কৰে। বিদ্যালয় পৰ্যায়ত বড়ো ভাষাৰ শিক্ষা অধিক সুদৃঢ় কৰাৰ ওপৰত গুৰুত্ব আৰোপ কৰা হয়। নতুন প্ৰজন্মক মাতৃভাষাৰ প্ৰতি আকৃষ্ট কৰাৰ বাবে বিভিন্ন প্ৰতিযোগিতাৰ আয়োজন কৰা হ'ব। অনুষ্ঠানত বিশিষ্ট সাহিত্যিক আৰু শিক্ষাবিদসকল উপস্থিত থাকে।: [712, 1171, 937, 1413]
- article-body: ফেইচবুকত তেওঁ আইমী বৰুৱাৰ ছবিখন প্ৰদৰ্শন কৰাৰ বাবে উপস্থিত দৰ্শকে আনন্দ প্ৰকাশ কৰে। চলচ্চিত্ৰ জগতত তেওঁৰ অৱদানক স্বীকৃতি জনাই এই সম্বৰ্ধনা প্ৰদান কৰা হয়। আইমী বৰুৱাই কয় যে অসমীয়া চলচ্চিত্ৰৰ মানদণ্ড উন্নত কৰাৰ বাবে সকলোৱে সহযোগিতা আগবঢ়াব লাগে। তেওঁৰ ছবিখনে বিভিন্ন আন্তঃৰাষ্ট্ৰীয় চলচ্চিত্ৰ মহোৎসৱত প্ৰশংসা লাভ কৰিছে। আগন্তুক দিনত তেওঁ নতুন প্ৰকল্পত কাম কৰাৰ পৰিকল্পনা কৰিছে। ফেইচবুকত তেওঁ আইমী বৰুৱাৰ ছবিখন প্ৰদৰ্শন কৰাৰ বাবে উপস্থিত দৰ্শকে আনন্দ প্ৰকাশ কৰে। চলচ্চিত্ৰ জগতত তেওঁৰ অৱদানক স্বীকৃতি জনাই এই সম্বৰ্ধনা প্ৰদান কৰা হয়। আইমী বৰুৱাই কয় যে অসমীয়া চলচ্চিত্ৰৰ মানদণ্ড উন্নত কৰাৰ বাবে সকলোৱে সহযোগিতা আগবঢ়াব লাগে। তেওঁৰ ছবিখনে বিভিন্ন আন্তঃৰাষ্ট্ৰীয় চলচ্চিত্ৰ মহোৎসৱত প্ৰশংসা লাভ কৰিছে। আগন্তুক দিনত তেওঁ নতুন প্ৰকল্পত কাম কৰাৰ পৰিকল্পনা কৰিছে।: [476, 1215, 701, 1375]
